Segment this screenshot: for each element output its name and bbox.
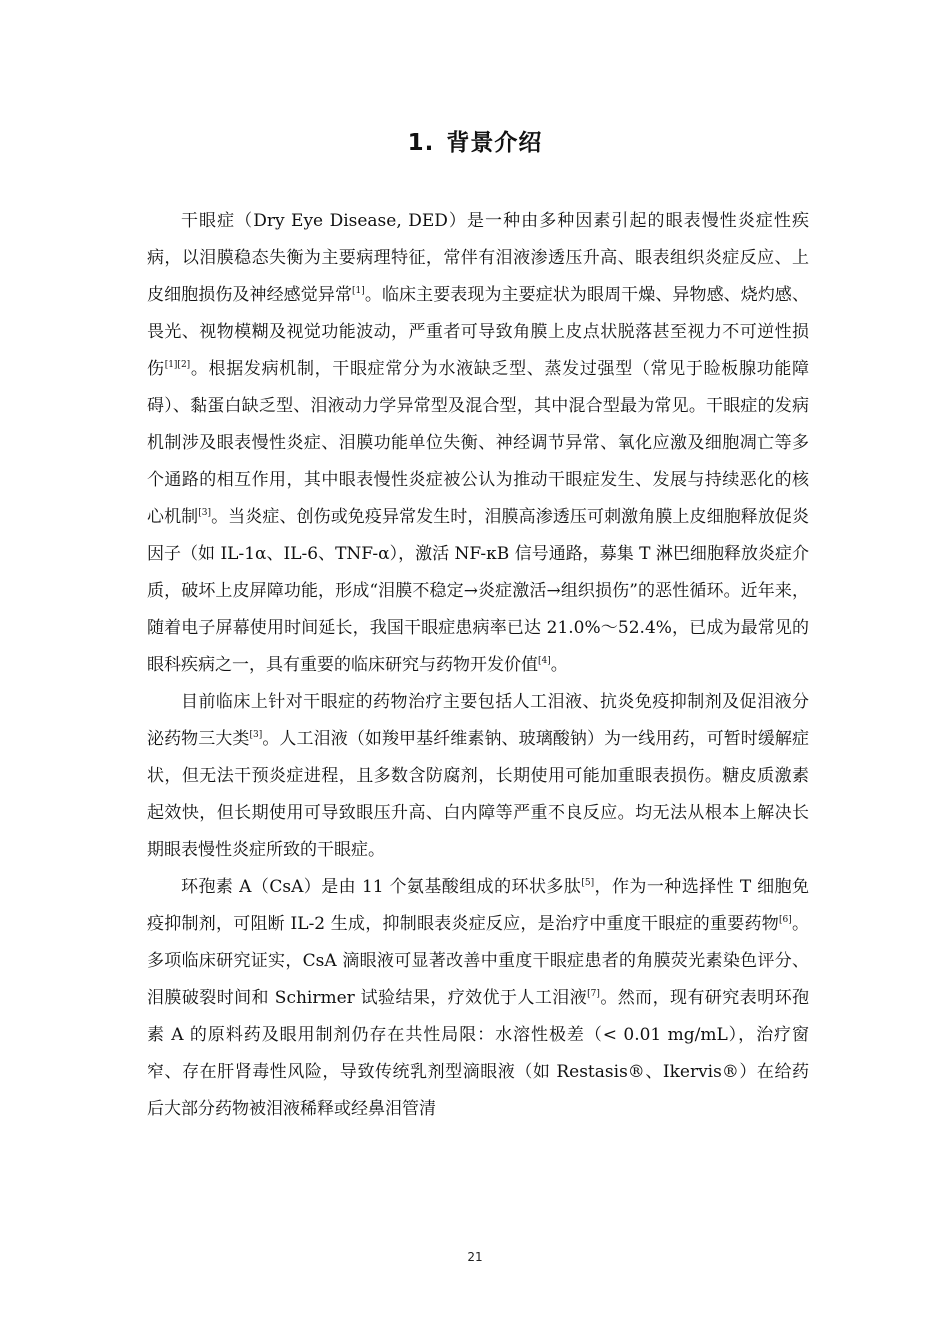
paragraph — [147, 203, 809, 684]
paragraph-text: 。临床主要表现为主要症状为眼周干燥、异物感、烧灼感、畏光、视物模糊及视觉功能波动，严重者可导致角膜上皮点状脱落甚至视力不可逆性损伤 — [147, 285, 810, 379]
section-number: 1. — [407, 130, 435, 156]
citation-superscript: [5] — [581, 878, 595, 888]
paragraph-text: 干眼症（Dry Eye Disease, DED）是一种由多种因素引起的眼表慢性炎症性疾病，以泪膜稳态失衡为主要病理特征，常伴有泪液渗透压升高、眼表组织炎症反应、上皮细胞损伤及神经感觉异常 — [147, 211, 809, 305]
paragraph-text: 环孢素 A（CsA）是由 11 个氨基酸组成的环状多肽 — [181, 877, 582, 897]
citation-superscript: [3] — [249, 730, 263, 740]
paragraph-text: ，作为一种选择性 T 细胞免疫抑制剂，可阻断 IL-2 生成，抑制眼表炎症反应，是治疗中重度干眼症的重要药物 — [147, 877, 809, 934]
citation-superscript: [6] — [779, 915, 792, 925]
citation-superscript: [7] — [587, 989, 600, 999]
paragraph — [147, 684, 809, 869]
body-text — [147, 203, 809, 1128]
paragraph-text: 。 — [550, 655, 568, 675]
paragraph-text: 。人工泪液（如羧甲基纤维素钠、玻璃酸钠）为一线用药，可暂时缓解症状，但无法干预炎症进程，且多数含防腐剂，长期使用可能加重眼表损伤。糖皮质激素起效快，但长期使用可导致眼压升高、白内障等严重不良反应。均无法从根本上解决长期眼表慢性炎症所致的干眼症。 — [147, 729, 810, 860]
paragraph-text: 。当炎症、创伤或免疫异常发生时，泪膜高渗透压可刺激角膜上皮细胞释放促炎因子（如 IL-1α、IL-6、TNF-α），激活 NF-κB 信号通路，募集 T 淋巴细胞释放炎症介质，破坏上皮屏障功能，形成“泪膜不稳定→炎症激活→组织损伤”的恶性循环。近年来，随着电子屏幕使用时间延长，我国干眼症患病率已达 21.0%～52.4%，已成为最常见的眼科疾病之一，具有重要的临床研究与药物开发价值 — [147, 507, 810, 675]
paragraph-text: 目前临床上针对干眼症的药物治疗主要包括人工泪液、抗炎免疫抑制剂及促泪液分泌药物三大类 — [147, 692, 809, 749]
page-number: 21 — [467, 1250, 483, 1264]
section-heading — [0, 126, 950, 160]
citation-superscript: [3] — [198, 508, 212, 518]
citation-superscript: [4] — [538, 656, 551, 666]
section-title: 背景介绍 — [446, 130, 543, 156]
paragraph-text: 。然而，现有研究表明环孢素 A 的原料药及眼用制剂仍存在共性局限：水溶性极差（< 0.01 mg/mL），治疗窗窄、存在肝肾毒性风险，导致传统乳剂型滴眼液（如 Restasis®、Ikervis®）在给药后大部分药物被泪液稀释或经鼻泪管清 — [147, 988, 810, 1119]
citation-superscript: [1] — [352, 286, 365, 296]
paragraph-text: 。多项临床研究证实，CsA 滴眼液可显著改善中重度干眼症患者的角膜荧光素染色评分、泪膜破裂时间和 Schirmer 试验结果，疗效优于人工泪液 — [147, 914, 810, 1008]
citation-superscript: [1][2] — [164, 360, 191, 370]
paragraph — [147, 869, 809, 1128]
paragraph-text: 。根据发病机制，干眼症常分为水液缺乏型、蒸发过强型（常见于睑板腺功能障碍）、黏蛋白缺乏型、泪液动力学异常型及混合型，其中混合型最为常见。干眼症的发病机制涉及眼表慢性炎症、泪膜功能单位失衡、神经调节异常、氧化应激及细胞凋亡等多个通路的相互作用，其中眼表慢性炎症被公认为推动干眼症发生、发展与持续恶化的核心机制 — [147, 359, 810, 527]
